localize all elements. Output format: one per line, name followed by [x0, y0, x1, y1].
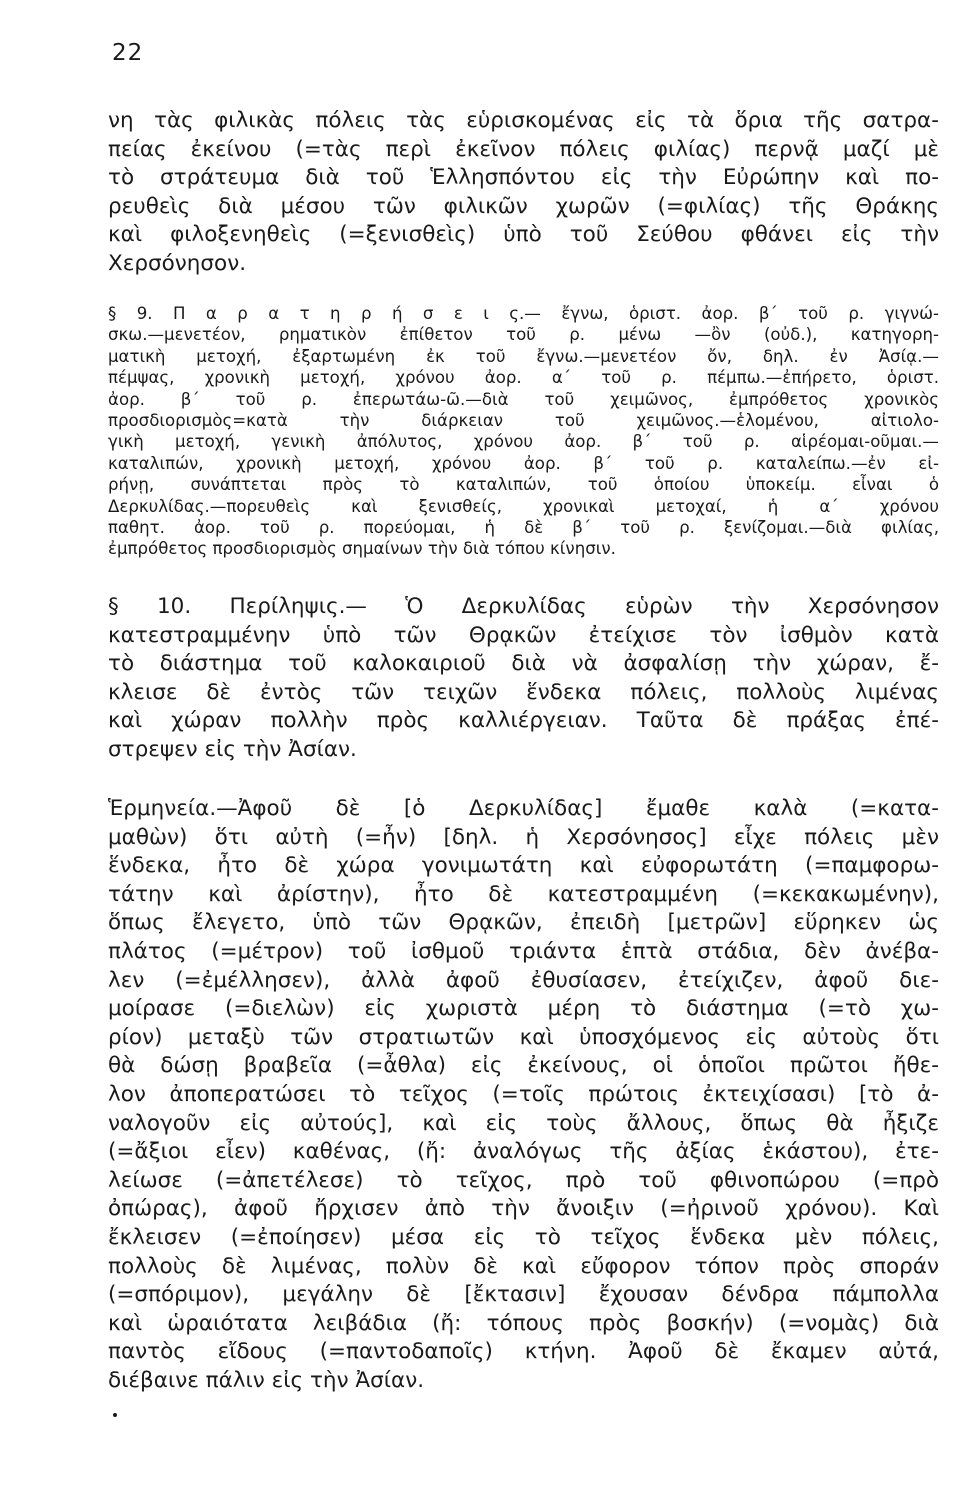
notes-line: καταλιπών, χρονικὴ μετοχή, χρόνου ἀορ. β΄ τοῦ ρ. καταλείπω.—ἐν εἰ- — [108, 453, 939, 473]
text-line: τὸ στράτευμα διὰ τοῦ Ἑλλησπόντου εἰς τὴν Εὐρώπην καὶ πο- — [108, 165, 939, 191]
translation-line: ὅπως ἔλεγετο, ὑπὸ τῶν Θρᾳκῶν, ἐπειδὴ [μετρῶν] εὕρηκεν ὡς — [108, 910, 939, 936]
text-line: νη τὰς φιλικὰς πόλεις τὰς εὑρισκομένας εἰς τὰ ὅρια τῆς σατρα- — [108, 108, 939, 133]
translation-line: παντὸς εἴδους (=παντοδαποῖς) κτήνη. Ἀφοῦ δὲ ἔκαμεν αὐτά, — [108, 1339, 939, 1365]
notes-line: § 9. Π α ρ α τ η ρ ή σ ε ι ς.— ἔγνω, ὁριστ. ἀορ. β΄ τοῦ ρ. γιγνώ- — [108, 304, 939, 323]
summary-line: στρεψεν εἰς τὴν Ἀσίαν. — [108, 736, 357, 762]
translation-line: λον ἀποπερατώσει τὸ τεῖχος (=τοῖς πρώτοις ἐκτειχίσασι) [τὸ ἀ- — [108, 1081, 939, 1107]
notes-line: γικὴ μετοχή, γενικὴ ἀπόλυτος, χρόνου ἀορ. β΄ τοῦ ρ. αἱρέομαι-οῦμαι.— — [108, 432, 939, 452]
translation-line: πολλοὺς δὲ λιμένας, πολὺν δὲ καὶ εὔφορον τόπον πρὸς σποράν — [108, 1253, 939, 1279]
translation-line: θὰ δώσῃ βραβεῖα (=ἆθλα) εἰς ἐκείνους, οἱ ὁποῖοι πρῶτοι ἤθε- — [108, 1053, 939, 1079]
page-number: 22 — [112, 40, 144, 66]
translation-line: καὶ ὡραιότατα λειβάδια (ἤ: τόπους πρὸς βοσκήν) (=νομὰς) διὰ — [108, 1310, 939, 1336]
summary-line: κατεστραμμένην ὑπὸ τῶν Θρᾳκῶν ἐτείχισε τὸν ἰσθμὸν κατὰ — [108, 622, 939, 648]
notes-line: ρήνῃ, συνάπτεται πρὸς τὸ καταλιπών, τοῦ ὁποίου ὑποκείμ. εἶναι ὁ — [108, 475, 939, 495]
translation-line: μαθὼν) ὅτι αὐτὴ (=ἦν) [δηλ. ἡ Χερσόνησος] εἶχε πόλεις μὲν — [108, 824, 939, 850]
print-speck — [113, 1413, 117, 1417]
translation-line: ρίον) μεταξὺ τῶν στρατιωτῶν καὶ ὑποσχόμενος εἰς αὐτοὺς ὅτι — [108, 1024, 939, 1050]
notes-line: σκω.—μενετέον, ρηματικὸν ἐπίθετον τοῦ ρ. μένω —ὂν (οὐδ.), κατηγορη- — [108, 325, 939, 345]
notes-line: ἀορ. β΄ τοῦ ρ. ἐπερωτάω-ῶ.—διὰ τοῦ χειμῶνος, ἐμπρόθετος χρονικὸς — [108, 389, 939, 409]
text-line: Χερσόνησον. — [108, 250, 247, 276]
intro-paragraph — [108, 107, 939, 279]
translation-line: ἕνδεκα, ἦτο δὲ χώρα γονιμωτάτη καὶ εὐφορωτάτη (=παμφορω- — [108, 853, 939, 879]
translation-line: τάτην καὶ ἀρίστην), ἦτο δὲ κατεστραμμένη (=κεκακωμένην), — [108, 881, 939, 907]
summary-line: καὶ χώραν πολλὴν πρὸς καλλιέργειαν. Ταῦτα δὲ πράξας ἐπέ- — [108, 708, 939, 734]
translation-line: ὀπώρας), ἀφοῦ ἤρχισεν ἀπὸ τὴν ἄνοιξιν (=ἠρινοῦ χρόνου). Καὶ — [108, 1196, 939, 1222]
translation-line: Ἑρμηνεία.—Ἀφοῦ δὲ [ὁ Δερκυλίδας] ἔμαθε καλὰ (=κατα- — [108, 796, 939, 821]
summary-line: κλεισε δὲ ἐντὸς τῶν τειχῶν ἕνδεκα πόλεις, πολλοὺς λιμένας — [108, 679, 939, 705]
notes-line: προσδιορισμὸς=κατὰ τὴν διάρκειαν τοῦ χειμῶνος.—ἑλομένου, αἰτιολο- — [108, 410, 939, 430]
translation-line: ναλογοῦν εἰς αὐτούς], καὶ εἰς τοὺς ἄλλους, ὅπως θὰ ἦξιζε — [108, 1110, 939, 1136]
notes-section — [108, 303, 939, 560]
text-line: πείας ἐκείνου (=τὰς περὶ ἐκεῖνον πόλεις φιλίας) περνᾷ μαζί μὲ — [108, 136, 939, 162]
notes-line: πέμψας, χρονικὴ μετοχή, χρόνου ἀορ. α΄ τοῦ ρ. πέμπω.—ἐπήρετο, ὁριστ. — [108, 368, 939, 388]
translation-line: (=ἄξιοι εἶεν) καθένας, (ἤ: ἀναλόγως τῆς ἀξίας ἑκάστου), ἐτε- — [108, 1139, 939, 1165]
text-line: ρευθεὶς διὰ μέσου τῶν φιλικῶν χωρῶν (=φιλίας) τῆς Θράκης — [108, 193, 939, 219]
summary-line: τὸ διάστημα τοῦ καλοκαιριοῦ διὰ νὰ ἀσφαλίσῃ τὴν χώραν, ἔ- — [108, 651, 939, 677]
translation-line: (=σπόριμον), μεγάλην δὲ [ἔκτασιν] ἔχουσαν δένδρα πάμπολλα — [108, 1282, 939, 1308]
notes-line: παθητ. ἀορ. τοῦ ρ. πορεύομαι, ἡ δὲ β΄ τοῦ ρ. ξενίζομαι.—διὰ φιλίας, — [108, 517, 939, 537]
notes-line: Δερκυλίδας.—πορευθεὶς καὶ ξενισθείς, χρονικαὶ μετοχαί, ἡ α΄ χρόνου — [108, 496, 939, 516]
translation-line: λεν (=ἐμέλλησεν), ἀλλὰ ἀφοῦ ἐθυσίασεν, ἐτείχιζεν, ἀφοῦ διε- — [108, 967, 939, 993]
text-line: καὶ φιλοξενηθεὶς (=ξενισθεὶς) ὑπὸ τοῦ Σεύθου φθάνει εἰς τὴν — [108, 222, 939, 248]
translation-section — [108, 795, 939, 1395]
translation-line: πλάτος (=μέτρον) τοῦ ἰσθμοῦ τριάντα ἑπτὰ στάδια, δὲν ἀνέβα- — [108, 938, 939, 964]
translation-line: λείωσε (=ἀπετέλεσε) τὸ τεῖχος, πρὸ τοῦ φθινοπώρου (=πρὸ — [108, 1167, 939, 1193]
translation-line: ἔκλεισεν (=ἐποίησεν) μέσα εἰς τὸ τεῖχος ἕνδεκα μὲν πόλεις, — [108, 1224, 939, 1250]
translation-line: διέβαινε πάλιν εἰς τὴν Ἀσίαν. — [108, 1367, 425, 1393]
translation-line: μοίρασε (=διελὼν) εἰς χωριστὰ μέρη τὸ διάστημα (=τὸ χω- — [108, 996, 939, 1022]
summary-line: § 10. Περίληψις.— Ὁ Δερκυλίδας εὑρὼν τὴν Χερσόνησον — [108, 594, 939, 619]
summary-section — [108, 593, 939, 765]
notes-line: ἐμπρόθετος προσδιορισμὸς σημαίνων τὴν διὰ τόπου κίνησιν. — [108, 539, 616, 559]
notes-line: ματικὴ μετοχή, ἐξαρτωμένη ἐκ τοῦ ἔγνω.—μενετέον ὄν, δηλ. ἐν Ἀσίᾳ.— — [108, 346, 939, 366]
